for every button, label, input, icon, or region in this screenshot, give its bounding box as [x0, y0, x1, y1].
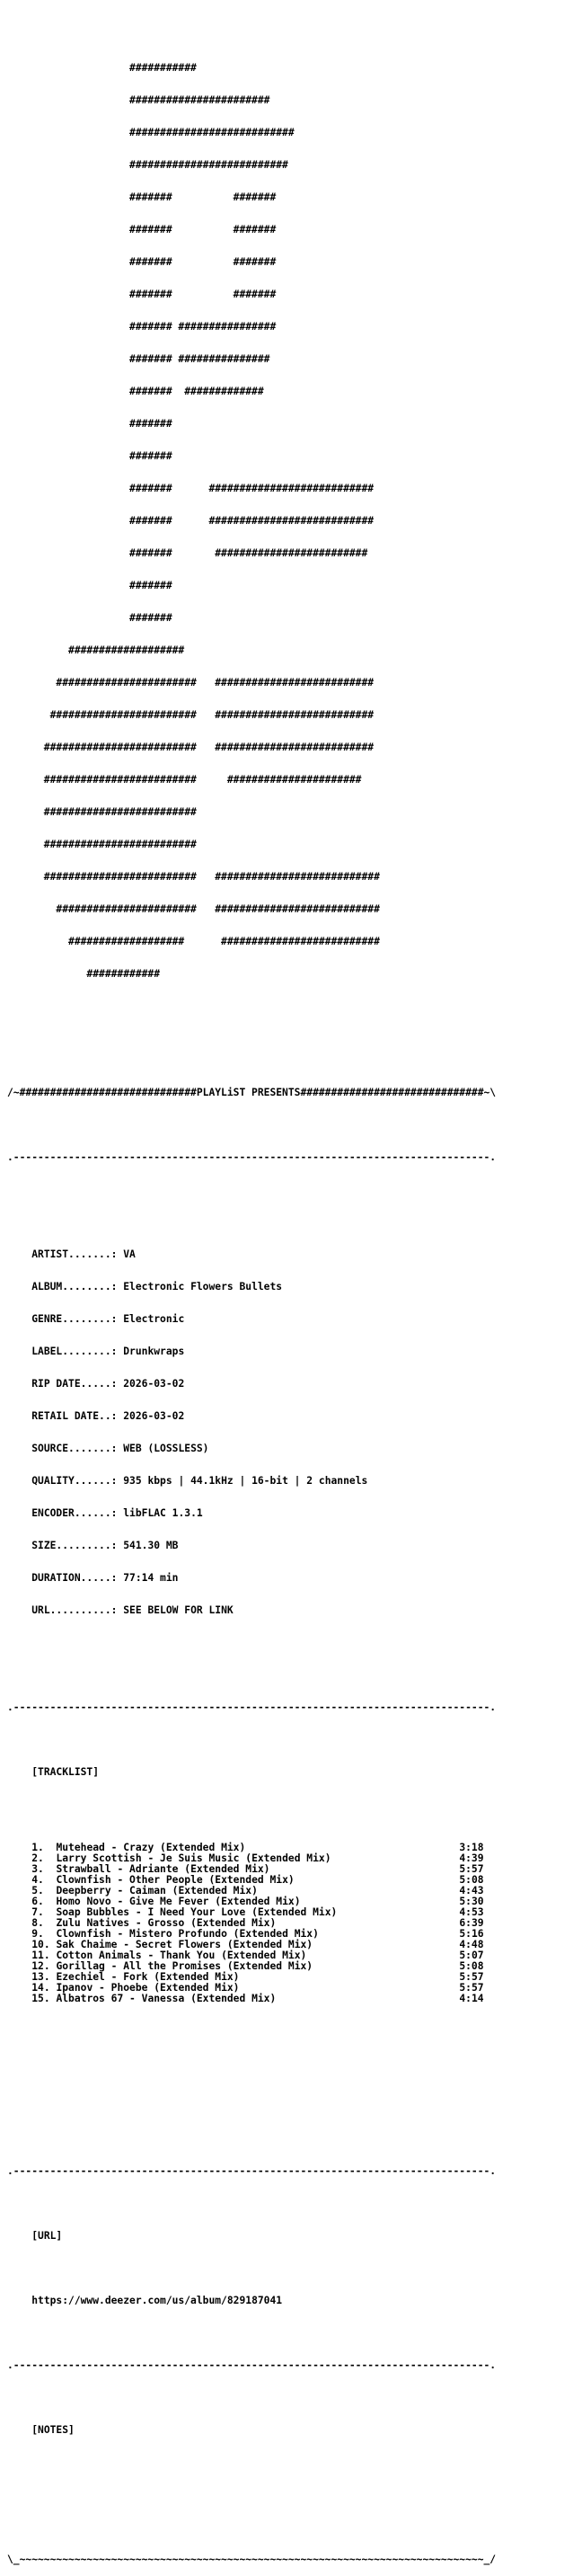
track-duration: 5:57	[459, 1971, 484, 1983]
track-duration: 5:08	[459, 1960, 484, 1972]
logo-art-line: ###################	[7, 644, 185, 656]
track-title: Larry Scottish - Je Suis Music (Extended Mix)	[56, 1852, 331, 1864]
track-number: 15.	[31, 1993, 50, 2004]
banner-right: ##############################~\	[300, 1087, 497, 1098]
track-title: Deepberry - Caiman (Extended Mix)	[56, 1885, 258, 1896]
track-duration: 5:30	[459, 1896, 484, 1907]
logo-art-line: ####### ###############	[7, 353, 270, 365]
track-title: Clownfish - Other People (Extended Mix)	[56, 1874, 295, 1886]
logo-art-line: ####### ################	[7, 321, 277, 333]
info-row	[7, 1282, 582, 1292]
info-key: LABEL........:	[31, 1346, 118, 1357]
track-duration: 4:48	[459, 1939, 484, 1950]
track-number: 7.	[31, 1906, 44, 1918]
info-row	[7, 1573, 582, 1584]
info-key: RETAIL DATE..:	[31, 1410, 118, 1422]
track-number: 13.	[31, 1971, 50, 1983]
info-value: Electronic	[123, 1313, 185, 1325]
logo-art-line: #########################	[7, 839, 197, 850]
ascii-logo	[7, 41, 582, 1001]
track-number: 12.	[31, 1960, 50, 1972]
logo-art-line: ######################### ######################	[7, 774, 362, 786]
info-key: QUALITY......:	[31, 1475, 118, 1487]
track-number: 1.	[31, 1842, 44, 1853]
album-url-link[interactable]: https://www.deezer.com/us/album/829187041	[31, 2295, 283, 2306]
track-duration: 5:08	[459, 1874, 484, 1886]
track-duration: 4:53	[459, 1906, 484, 1918]
logo-art-line: #######################	[7, 94, 270, 106]
track-title: Albatros 67 - Vanessa (Extended Mix)	[56, 1993, 277, 2004]
logo-art-line: ######################### ##########################	[7, 742, 375, 753]
track-duration: 4:14	[459, 1993, 484, 2004]
track-title: Ipanov - Phoebe (Extended Mix)	[56, 1982, 240, 1994]
track-number: 5.	[31, 1885, 44, 1896]
logo-art-line: #######	[7, 450, 172, 462]
logo-art-line: ####### #########################	[7, 547, 368, 559]
logo-art-line: ####### #######	[7, 256, 277, 268]
track-title: Clownfish - Mistero Profundo (Extended Mix)	[56, 1928, 319, 1940]
track-row	[7, 1994, 582, 2004]
notes-heading: [NOTES]	[31, 2424, 75, 2436]
logo-art-line: #######	[7, 580, 172, 591]
info-row	[7, 1605, 582, 1616]
info-value: VA	[123, 1248, 136, 1260]
track-duration: 5:57	[459, 1863, 484, 1875]
info-value: SEE BELOW FOR LINK	[123, 1604, 234, 1616]
track-duration: 6:39	[459, 1917, 484, 1929]
notes-heading-row	[7, 2425, 582, 2436]
track-title: Soap Bubbles - I Need Your Love (Extended Mix)	[56, 1906, 338, 1918]
track-number: 4.	[31, 1874, 44, 1886]
track-number: 14.	[31, 1982, 50, 1994]
track-duration: 3:18	[459, 1842, 484, 1853]
info-key: URL..........:	[31, 1604, 118, 1616]
url-heading-row	[7, 2231, 582, 2242]
info-row	[7, 1346, 582, 1357]
info-key: SIZE.........:	[31, 1540, 118, 1551]
info-key: ALBUM........:	[31, 1281, 118, 1292]
banner	[7, 1088, 582, 1098]
info-row	[7, 1411, 582, 1422]
track-title: Zulu Natives - Grosso (Extended Mix)	[56, 1917, 277, 1929]
track-number: 3.	[31, 1863, 44, 1875]
release-info	[7, 1228, 582, 1638]
track-number: 2.	[31, 1852, 44, 1864]
logo-art-line: ###########	[7, 62, 197, 74]
track-number: 6.	[31, 1896, 44, 1907]
track-title: Ezechiel - Fork (Extended Mix)	[56, 1971, 240, 1983]
info-value: 935 kbps | 44.1kHz | 16-bit | 2 channels	[123, 1475, 368, 1487]
info-value: 77:14 min	[123, 1572, 179, 1584]
logo-art-line: #######	[7, 612, 172, 624]
track-title: Strawball - Adriante (Extended Mix)	[56, 1863, 270, 1875]
track-duration: 5:57	[459, 1982, 484, 1994]
section-divider: .------------------------------------------------------------------------------.	[7, 1701, 497, 1713]
info-value: libFLAC 1.3.1	[123, 1507, 203, 1519]
info-value: Drunkwraps	[123, 1346, 185, 1357]
track-title: Gorillag - All the Promises (Extended Mix)	[56, 1960, 313, 1972]
info-value: 2026-03-02	[123, 1378, 185, 1390]
track-duration: 5:07	[459, 1950, 484, 1961]
logo-art-line: ####################### ##########################	[7, 677, 375, 688]
logo-art-line: ####### #######	[7, 289, 277, 300]
logo-art-line: ####### ###########################	[7, 483, 375, 494]
logo-art-line: ####################### ###########################	[7, 903, 380, 915]
info-key: ENCODER......:	[31, 1507, 118, 1519]
track-title: Mutehead - Crazy (Extended Mix)	[56, 1842, 246, 1853]
logo-art-line: ##########################	[7, 159, 288, 171]
logo-art-line: ####### #############	[7, 386, 264, 397]
info-row	[7, 1443, 582, 1454]
tracklist-heading: [TRACKLIST]	[31, 1766, 100, 1778]
info-key: GENRE........:	[31, 1313, 118, 1325]
logo-art-line: ######################### ###########################	[7, 871, 380, 883]
track-number: 9.	[31, 1928, 44, 1940]
logo-art-line: ###########################	[7, 127, 295, 138]
track-number: 8.	[31, 1917, 44, 1929]
track-duration: 5:16	[459, 1928, 484, 1940]
banner-title: PLAYLiST PRESENTS	[196, 1087, 301, 1098]
info-row	[7, 1314, 582, 1325]
info-row	[7, 1476, 582, 1487]
track-number: 10.	[31, 1939, 50, 1950]
logo-art-line: ################### ##########################	[7, 936, 380, 947]
track-title: Cotton Animals - Thank You (Extended Mix)	[56, 1950, 307, 1961]
logo-art-line: ######################## ##########################	[7, 709, 375, 721]
tracklist-heading-row	[7, 1767, 582, 1778]
logo-art-line: ####### #######	[7, 224, 277, 235]
info-key: RIP DATE.....:	[31, 1378, 118, 1390]
footer-border: \_~~~~~~~~~~~~~~~~~~~~~~~~~~~~~~~~~~~~~~~~~~~~~~~~~~~~~~~~~~~~~~~~~~~~~~~~~~~~_/	[7, 2554, 497, 2565]
tracklist	[7, 1843, 582, 2004]
track-title: Sak Chaime - Secret Flowers (Extended Mix)	[56, 1939, 313, 1950]
logo-art-line: #######	[7, 418, 172, 430]
track-duration: 4:39	[459, 1852, 484, 1864]
logo-art-line: ####### #######	[7, 191, 277, 203]
track-duration: 4:43	[459, 1885, 484, 1896]
section-divider: .------------------------------------------------------------------------------.	[7, 2359, 497, 2371]
logo-art-line: ####### ###########################	[7, 515, 375, 527]
section-divider: .------------------------------------------------------------------------------.	[7, 1151, 497, 1163]
info-value: 541.30 MB	[123, 1540, 179, 1551]
info-key: DURATION.....:	[31, 1572, 118, 1584]
info-row	[7, 1508, 582, 1519]
track-title: Homo Novo - Give Me Fever (Extended Mix)	[56, 1896, 301, 1907]
info-key: SOURCE.......:	[31, 1443, 118, 1454]
logo-art-line: #########################	[7, 806, 197, 818]
info-row	[7, 1249, 582, 1260]
info-value: 2026-03-02	[123, 1410, 185, 1422]
info-value: Electronic Flowers Bullets	[123, 1281, 283, 1292]
banner-left: /~#############################	[7, 1087, 197, 1098]
logo-art-line: ############	[7, 968, 161, 980]
info-row	[7, 1541, 582, 1551]
section-divider: .------------------------------------------------------------------------------.	[7, 2165, 497, 2177]
info-row	[7, 1379, 582, 1390]
info-value: WEB (LOSSLESS)	[123, 1443, 209, 1454]
url-row	[7, 2296, 582, 2306]
info-key: ARTIST.......:	[31, 1248, 118, 1260]
track-number: 11.	[31, 1950, 50, 1961]
url-heading: [URL]	[31, 2230, 63, 2242]
